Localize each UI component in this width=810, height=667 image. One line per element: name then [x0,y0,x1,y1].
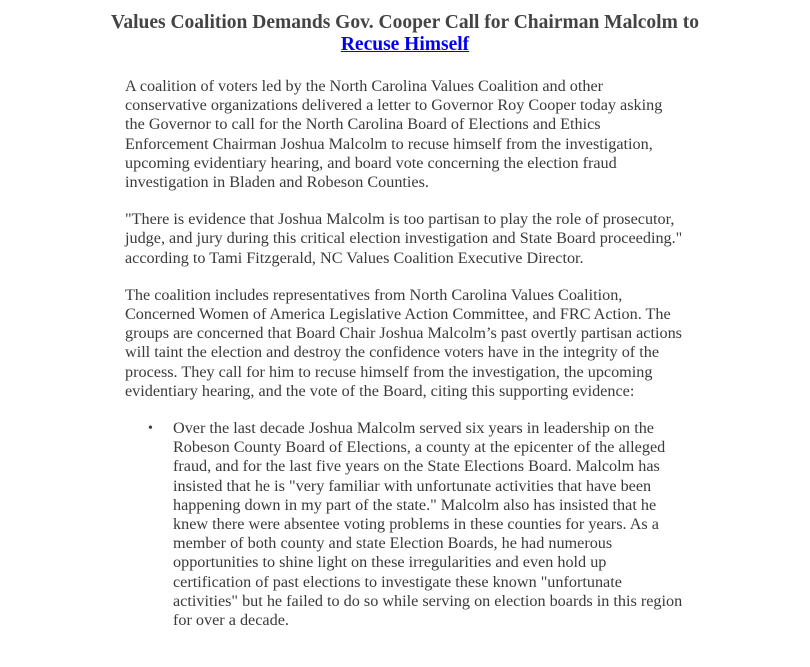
list-item-text: Over the last decade Joshua Malcolm served six years in leadership on the Robeson County Board of Elections, a county at the epicenter of the alleged fraud, and for the last five years on the State Elections Board. Malcolm has insisted that he is "very familiar with unfortunate activities that have been happening down in my part of the state." Malcolm also has insisted that he knew there were absentee voting problems in these counties for years. As a member of both county and state Election Boards, he had numerous opportunities to shine light on these irregularities and even hold up certification of past elections to investigate these known "unfortunate activities" but he failed to do so while serving on election boards in this region for over a decade. [173,419,683,630]
evidence-list [125,419,685,630]
list-item [125,419,685,630]
headline [105,12,705,56]
article [111,12,699,630]
recuse-himself-link[interactable]: Recuse Himself [340,34,470,55]
paragraph-intro: A coalition of voters led by the North Carolina Values Coalition and other conservative organizations delivered a letter to Governor Roy Cooper today asking the Governor to call for the North Carolina Board of Elections and Ethics Enforcement Chairman Joshua Malcolm to recuse himself from the investigation, upcoming evidentiary hearing, and board vote concerning the election fraud investigation in Bladen and Robeson Counties. [125,77,663,192]
paragraph-coalition: The coalition includes representatives from North Carolina Values Coalition, Concerned Women of America Legislative Action Committee, and FRC Action. The groups are concerned that Board Chair Joshua Malcolm’s past overtly partisan actions will taint the election and destroy the confidence voters have in the integrity of the process. They call for him to recuse himself from the investigation, the upcoming evidentiary hearing, and the vote of the Board, citing this supporting evidence: [125,285,682,400]
paragraph-quote: "There is evidence that Joshua Malcolm is too partisan to play the role of prosecutor, judge, and jury during this critical election investigation and State Board proceeding." according to Tami Fitzgerald, NC Values Coalition Executive Director. [125,210,683,267]
headline-text: Values Coalition Demands Gov. Cooper Call for Chairman Malcolm to [111,12,699,33]
bullet-marker: • [148,421,153,437]
